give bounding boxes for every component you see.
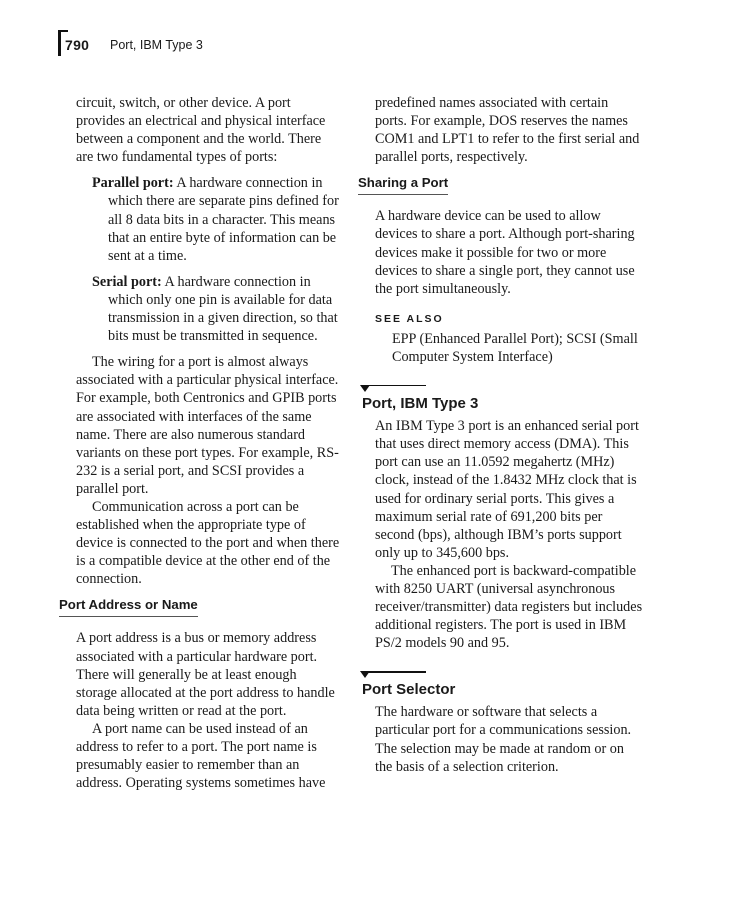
paragraph-address: A port address is a bus or memory address associated with a particular hardware port. There will generally be at least enough storage allocated at the port address to handle data being written or read at the port.: [76, 630, 335, 719]
header-rule: [58, 30, 68, 32]
running-head: Port, IBM Type 3: [110, 38, 203, 52]
entry-port-ibm-type-3: [362, 388, 643, 414]
entry-rule: [362, 671, 426, 672]
definition-term: Serial port:: [92, 273, 162, 290]
intro-paragraph: circuit, switch, or other device. A port provides an electrical and physical interface between a component and the world. There are two fundamental types of ports:: [76, 95, 326, 166]
definition-parallel-port: [92, 174, 340, 264]
see-also-references: EPP (Enhanced Parallel Port); SCSI (Small Computer System Interface): [392, 330, 638, 366]
paragraph-ibm-2: The enhanced port is backward-compatible with 8250 UART (universal asynchronous receiver/transmitter) data registers but includes additional registers. The port is used in IBM PS/2 models 90 and 95.: [375, 562, 643, 652]
page-number: 790: [65, 37, 90, 53]
entry-marker-icon: [360, 385, 370, 392]
right-column: [358, 94, 643, 776]
entry-rule: [362, 385, 426, 386]
entry-port-selector: [362, 674, 643, 700]
subheading-sharing-port: Sharing a Port: [358, 174, 448, 195]
definition-serial-port: [92, 273, 340, 345]
definition-text: A hardware connection in which there are separate pins defined for all 8 data bits in a character. This means that an entire byte of information can be sent at a time.: [108, 175, 339, 264]
definition-term: Parallel port:: [92, 175, 174, 192]
entry-marker-icon: [360, 671, 370, 678]
see-also-label: SEE ALSO: [375, 312, 444, 325]
paragraph-selector: The hardware or software that selects a particular port for a communications session. The selection may be made at random or on the basis of a selection criterion.: [375, 704, 632, 775]
entry-title: Port Selector: [362, 681, 456, 699]
left-column: [59, 94, 340, 792]
entry-title: Port, IBM Type 3: [362, 395, 479, 413]
paragraph-communication: Communication across a port can be established when the appropriate type of device is connected to the port and when there is a compatible device at the other end of the connection.: [76, 498, 340, 588]
definition-text: A hardware connection in which only one pin is available for data transmission in a given direction, so that bits must be transmitted in sequence.: [108, 273, 338, 345]
header-bar: [58, 30, 61, 56]
paragraph-name: A port name can be used instead of an address to refer to a port. The port name is presumably easier to remember than an address. Operating systems sometimes have: [76, 720, 326, 792]
subheading-port-address: Port Address or Name: [59, 596, 198, 617]
paragraph-ibm-1: An IBM Type 3 port is an enhanced serial port that uses direct memory access (DMA). This port can use an 11.0592 megahertz (MHz) clock, instead of the 1.8432 MHz clock that is used for ordinary serial ports. This gives a maximum serial rate of 691,200 bits per second (bps), although IBM’s ports support only up to 345,600 bps.: [375, 418, 639, 561]
paragraph-continued: predefined names associated with certain ports. For example, DOS reserves the names COM1 and LPT1 to refer to the first serial and parallel ports, respectively.: [375, 95, 640, 166]
paragraph-wiring: The wiring for a port is almost always associated with a particular physical interface. For example, both Centronics and GPIB ports are associated with interfaces of the same name. There are also numerous standard variants on these port types. For example, RS-232 is a serial port, and SCSI provides a parallel port.: [76, 354, 339, 497]
paragraph-sharing: A hardware device can be used to allow devices to share a port. Although port-sharing devices make it possible for two or more devices to share a single port, they cannot use the port simultaneously.: [375, 208, 635, 297]
